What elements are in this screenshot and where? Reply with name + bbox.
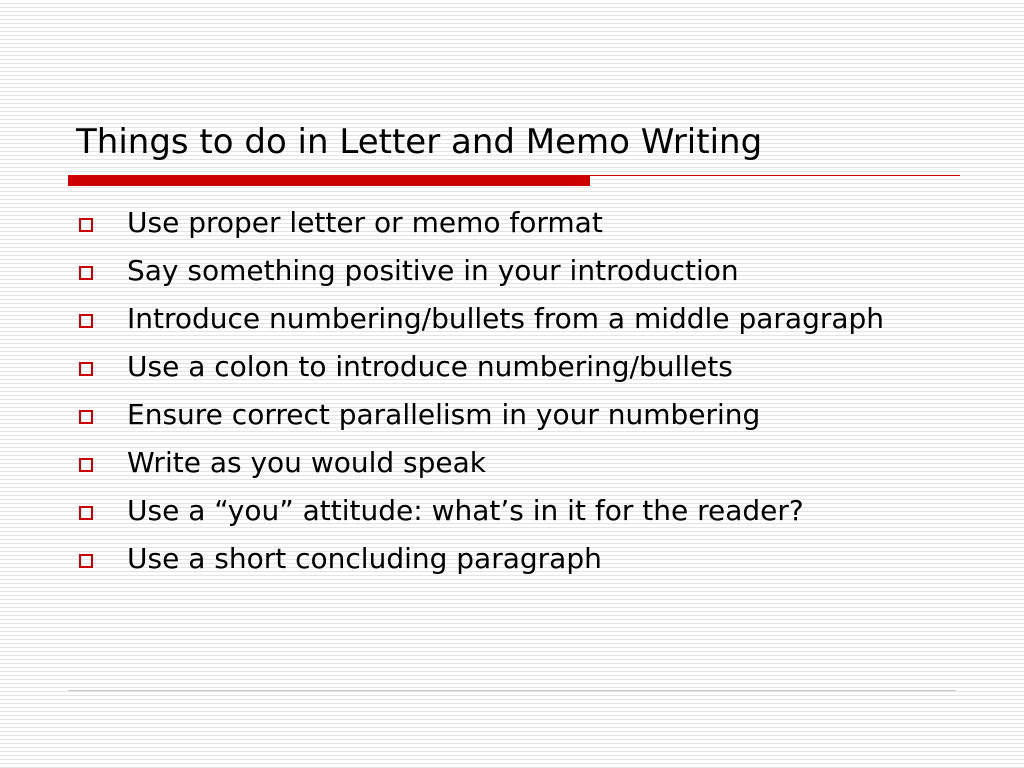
title-underline-thick: [68, 175, 590, 186]
bullet-item: [0, 443, 1024, 483]
bullet-list: [0, 203, 1024, 587]
bullet-item: [0, 395, 1024, 435]
square-bullet-icon: [79, 266, 93, 280]
bullet-item: [0, 203, 1024, 243]
bullet-item: [0, 251, 1024, 291]
bullet-item: [0, 539, 1024, 579]
bullet-text: Write as you would speak: [127, 446, 487, 479]
square-bullet-icon: [79, 410, 93, 424]
slide-title: Things to do in Letter and Memo Writing: [76, 122, 763, 162]
bullet-item: [0, 491, 1024, 531]
footer-divider: [68, 690, 956, 691]
square-bullet-icon: [79, 314, 93, 328]
bullet-item: [0, 347, 1024, 387]
bullet-text: Say something positive in your introduction: [127, 254, 739, 287]
square-bullet-icon: [79, 506, 93, 520]
square-bullet-icon: [79, 458, 93, 472]
bullet-text: Use proper letter or memo format: [127, 206, 603, 239]
square-bullet-icon: [79, 554, 93, 568]
bullet-item: [0, 299, 1024, 339]
square-bullet-icon: [79, 218, 93, 232]
bullet-text: Ensure correct parallelism in your numbering: [127, 398, 761, 431]
square-bullet-icon: [79, 362, 93, 376]
bullet-text: Use a “you” attitude: what’s in it for the reader?: [127, 494, 804, 527]
bullet-text: Use a short concluding paragraph: [127, 542, 602, 575]
bullet-text: Introduce numbering/bullets from a middle paragraph: [127, 302, 885, 335]
title-underline-thin: [590, 175, 960, 176]
bullet-text: Use a colon to introduce numbering/bullets: [127, 350, 733, 383]
